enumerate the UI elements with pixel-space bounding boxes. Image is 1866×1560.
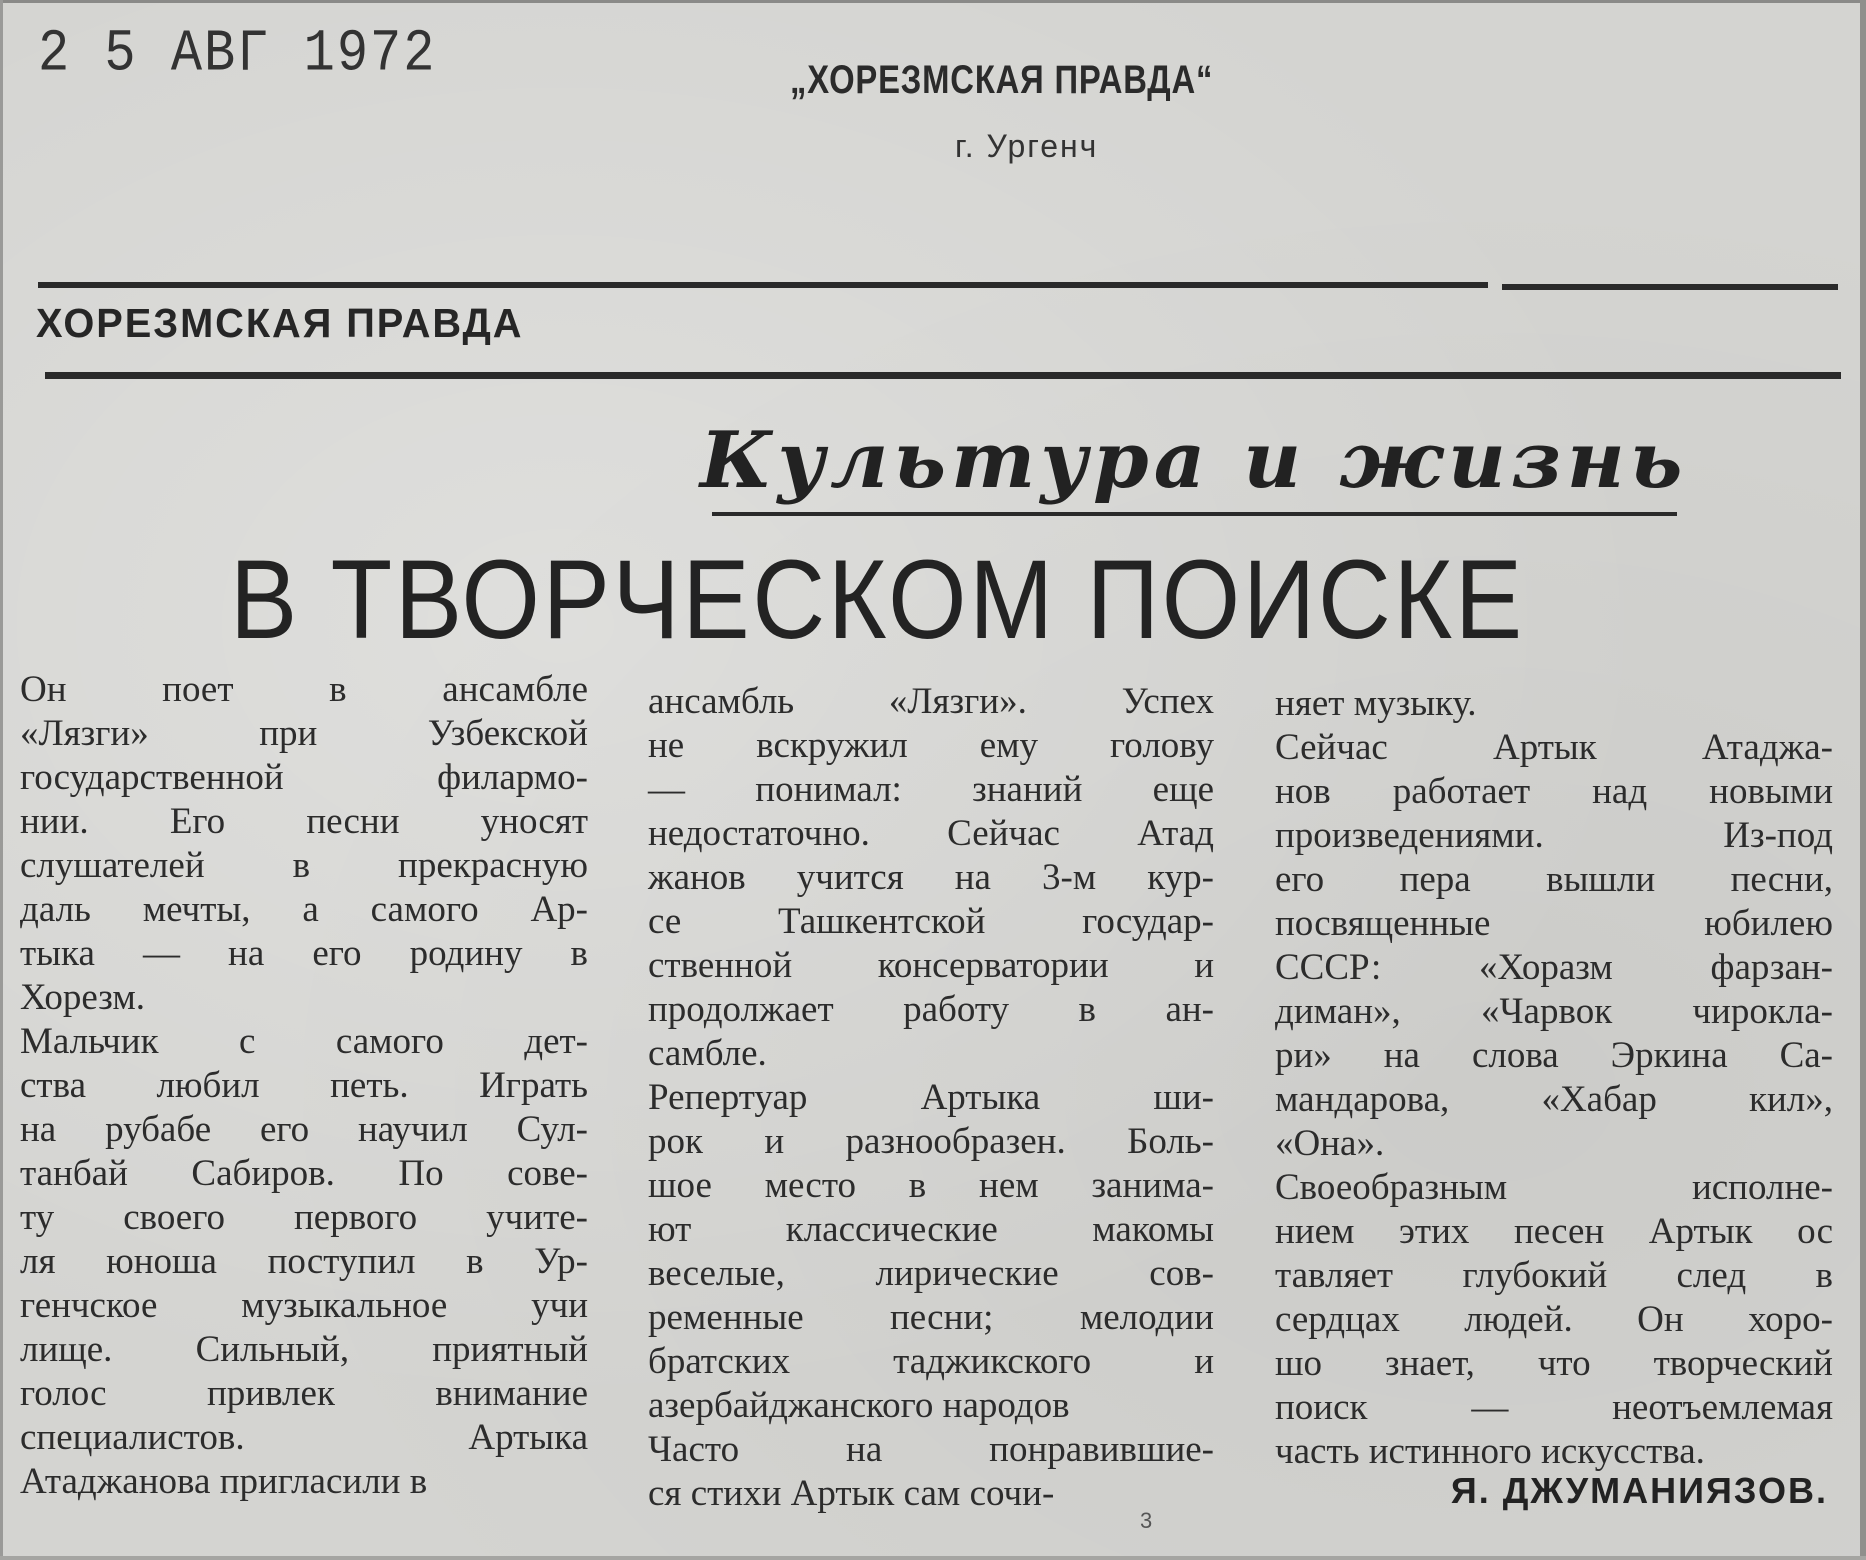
article-text-line: ансамбль «Лязги». Успех xyxy=(648,681,1214,722)
stamp-newspaper-name: „ХОРЕЗМСКАЯ ПРАВДА“ xyxy=(790,58,1214,102)
masthead-rule-top-right xyxy=(1502,284,1838,290)
article-text-line: диман», «Чарвок чирокла- xyxy=(1275,991,1833,1032)
article-rubric: Культура и жизнь xyxy=(700,415,1688,506)
article-text-line: Сейчас Артык Атаджа- xyxy=(1275,727,1833,768)
article-text-line: ту своего первого учите- xyxy=(20,1197,588,1238)
article-text-line: самбле. xyxy=(648,1033,767,1074)
article-text-line: не вскружил ему голову xyxy=(648,725,1214,766)
clipping-edge-left xyxy=(0,0,3,1560)
article-text-line: ства любил петь. Играть xyxy=(20,1065,588,1106)
article-text-line: голос привлек внимание xyxy=(20,1373,588,1414)
article-text-line: мандарова, «Хабар кил», xyxy=(1275,1079,1833,1120)
article-text-line: генчское музыкальное учи xyxy=(20,1285,588,1326)
article-text-line: посвященные юбилею xyxy=(1275,903,1833,944)
article-text-line: братских таджикского и xyxy=(648,1341,1214,1382)
masthead-rule-top-left xyxy=(38,282,1488,288)
clipping-edge-right xyxy=(1860,0,1866,1560)
article-text-line: тавляет глубокий след в xyxy=(1275,1255,1833,1296)
article-text-line: шое место в нем занима- xyxy=(648,1165,1214,1206)
article-text-line: ременные песни; мелодии xyxy=(648,1297,1214,1338)
rubric-underline xyxy=(712,512,1677,516)
article-headline: В ТВОРЧЕСКОМ ПОИСКЕ xyxy=(230,537,1525,662)
article-column-3 xyxy=(1275,682,1833,1474)
article-text-line: нов работает над новыми xyxy=(1275,771,1833,812)
article-text-line: СССР: «Хоразм фарзан- xyxy=(1275,947,1833,988)
article-text-line: жанов учится на 3-м кур- xyxy=(648,857,1214,898)
article-text-line: тыка — на его родину в xyxy=(20,933,588,974)
page-mark: 3 xyxy=(1140,1508,1153,1533)
article-text-line: ри» на слова Эркина Са- xyxy=(1275,1035,1833,1076)
clipping-edge-bottom xyxy=(0,1556,1866,1560)
article-signature: Я. ДЖУМАНИЯЗОВ. xyxy=(1450,1470,1828,1511)
article-text-line: государственной филармо- xyxy=(20,757,588,798)
article-text-line: его пера вышли песни, xyxy=(1275,859,1833,900)
article-text-line: даль мечты, а самого Ар- xyxy=(20,889,588,930)
article-text-line: няет музыку. xyxy=(1275,683,1477,724)
article-text-line: Атаджанова пригласили в xyxy=(20,1461,428,1502)
article-text-line: специалистов. Артыка xyxy=(20,1417,588,1458)
article-text-line: часть истинного искусства. xyxy=(1275,1431,1705,1472)
article-column-2 xyxy=(648,680,1214,1516)
clipping-edge-top xyxy=(0,0,1866,3)
article-text-line: нии. Его песни уносят xyxy=(20,801,588,842)
article-text-line: ся стихи Артык сам сочи- xyxy=(648,1473,1055,1514)
stamp-date: 2 5 АВГ 1972 xyxy=(38,20,437,88)
article-text-line: слушателей в прекрасную xyxy=(20,845,588,886)
article-text-line: сердцах людей. Он хоро- xyxy=(1275,1299,1833,1340)
article-text-line: танбай Сабиров. По сове- xyxy=(20,1153,588,1194)
article-text-line: Он поет в ансамбле xyxy=(20,669,588,710)
stamp-city: г. Ургенч xyxy=(955,128,1099,164)
article-text-line: Репертуар Артыка ши- xyxy=(648,1077,1214,1118)
article-text-line: азербайджанского народов xyxy=(648,1385,1070,1426)
article-text-line: нием этих песен Артык ос xyxy=(1275,1211,1833,1252)
article-text-line: поиск — неотъемлемая xyxy=(1275,1387,1833,1428)
article-text-line: шо знает, что творческий xyxy=(1275,1343,1833,1384)
masthead-rule-bottom xyxy=(45,372,1841,379)
article-text-line: на рубабе его научил Сул- xyxy=(20,1109,588,1150)
article-text-line: се Ташкентской государ- xyxy=(648,901,1214,942)
masthead-paper-name: ХОРЕЗМСКАЯ ПРАВДА xyxy=(36,300,524,346)
article-text-line: Хорезм. xyxy=(20,977,146,1018)
article-text-line: лище. Сильный, приятный xyxy=(20,1329,588,1370)
article-text-line: недостаточно. Сейчас Атад xyxy=(648,813,1214,854)
article-text-line: Часто на понравившие- xyxy=(648,1429,1214,1470)
article-text-line: «Лязги» при Узбекской xyxy=(20,713,588,754)
article-text-line: Своеобразным исполне- xyxy=(1275,1167,1833,1208)
article-column-1 xyxy=(20,668,588,1504)
article-text-line: — понимал: знаний еще xyxy=(648,769,1214,810)
article-text-line: рок и разнообразен. Боль- xyxy=(648,1121,1214,1162)
article-text-line: произведениями. Из-под xyxy=(1275,815,1833,856)
article-text-line: продолжает работу в ан- xyxy=(648,989,1214,1030)
article-text-line: «Она». xyxy=(1275,1123,1385,1164)
article-text-line: Мальчик с самого дет- xyxy=(20,1021,588,1062)
article-text-line: ля юноша поступил в Ур- xyxy=(20,1241,588,1282)
article-text-line: веселые, лирические сов- xyxy=(648,1253,1214,1294)
article-text-line: ственной консерватории и xyxy=(648,945,1214,986)
article-text-line: ют классические макомы xyxy=(648,1209,1214,1250)
